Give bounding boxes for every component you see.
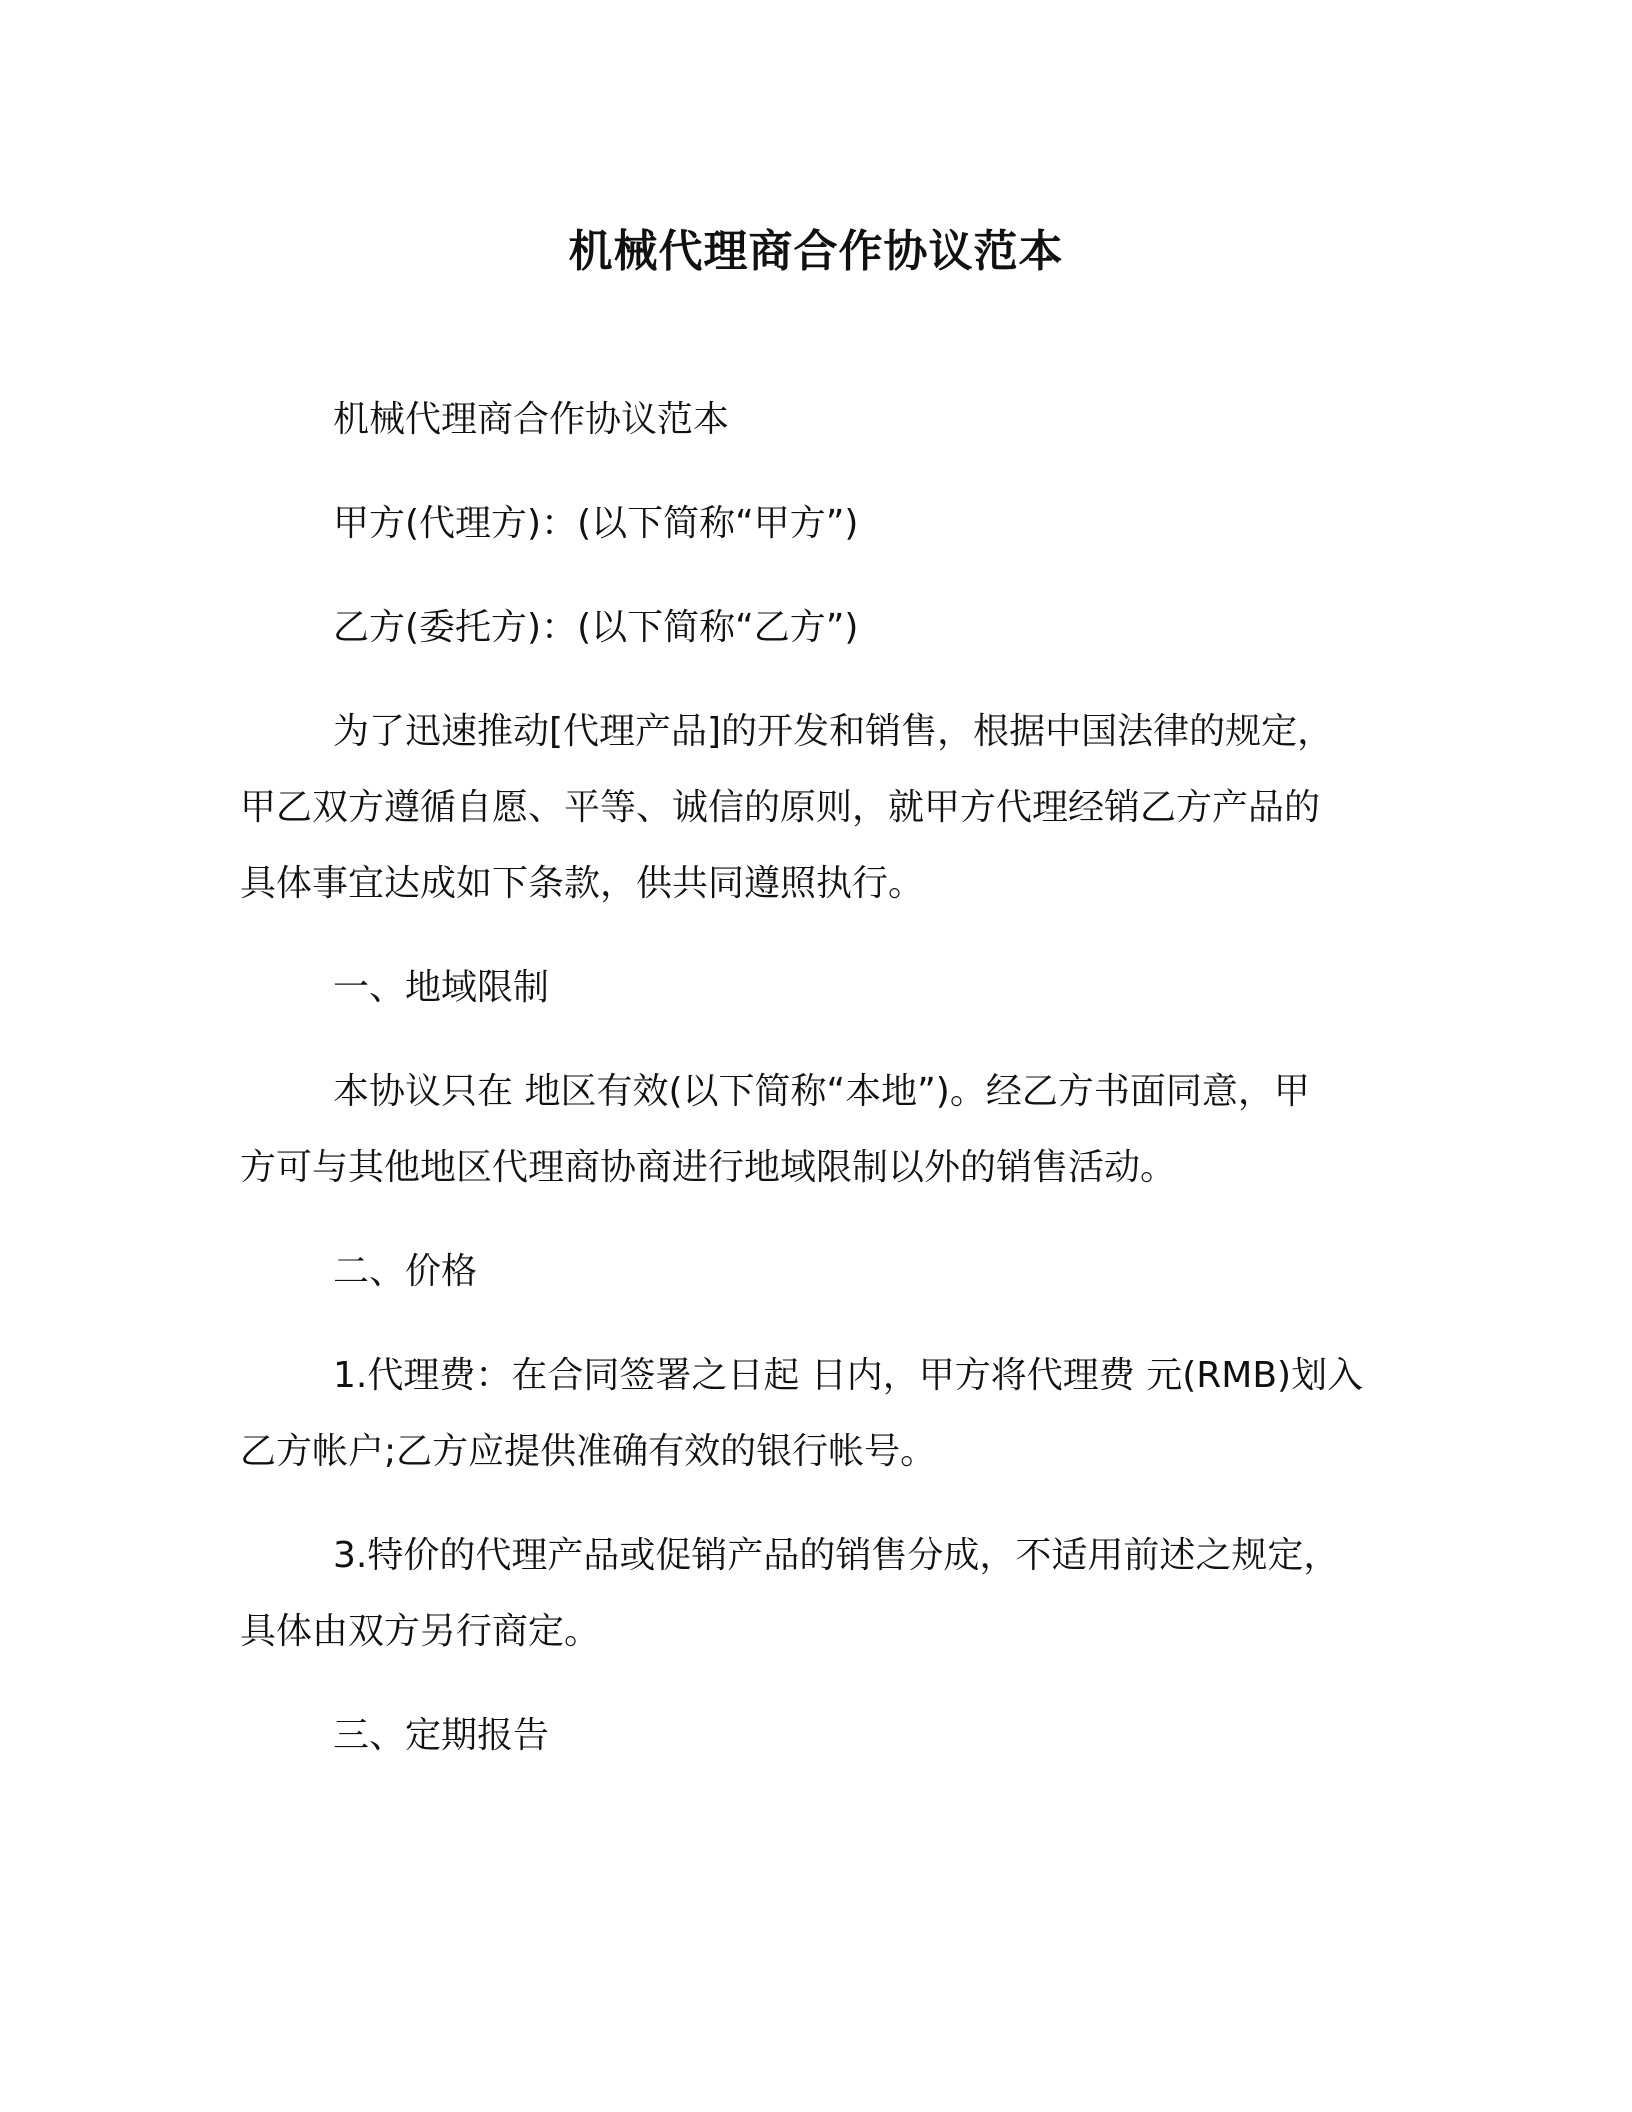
section-1-heading: 一、地域限制 (333, 967, 550, 1008)
party-a-line: 甲方(代理方)：(以下简称“甲方”) (333, 503, 859, 544)
preamble-line-3: 具体事宜达成如下条款，供共同遵照执行。 (240, 863, 925, 904)
document-subtitle: 机械代理商合作协议范本 (333, 399, 730, 440)
section-1-line-2: 方可与其他地区代理商协商进行地域限制以外的销售活动。 (240, 1147, 1177, 1188)
preamble-line-1: 为了迅速推动[代理产品]的开发和销售，根据中国法律的规定， (333, 711, 1334, 752)
party-b-line: 乙方(委托方)：(以下简称“乙方”) (333, 607, 859, 648)
document-title: 机械代理商合作协议范本 (568, 226, 1064, 277)
section-2-item-1-line-1: 1.代理费：在合同签署之日起 日内，甲方将代理费 元(RMB)划入 (333, 1355, 1364, 1396)
section-3-heading: 三、定期报告 (333, 1715, 550, 1756)
section-1-line-1: 本协议只在 地区有效(以下简称“本地”)。经乙方书面同意，甲 (333, 1071, 1310, 1112)
section-2-item-1-line-2: 乙方帐户;乙方应提供准确有效的银行帐号。 (240, 1431, 937, 1472)
section-2-item-3-line-1: 3.特价的代理产品或促销产品的销售分成，不适用前述之规定， (333, 1535, 1340, 1576)
section-2-heading: 二、价格 (333, 1251, 478, 1292)
preamble-line-2: 甲乙双方遵循自愿、平等、诚信的原则，就甲方代理经销乙方产品的 (240, 787, 1321, 828)
section-2-item-3-line-2: 具体由双方另行商定。 (240, 1611, 601, 1652)
